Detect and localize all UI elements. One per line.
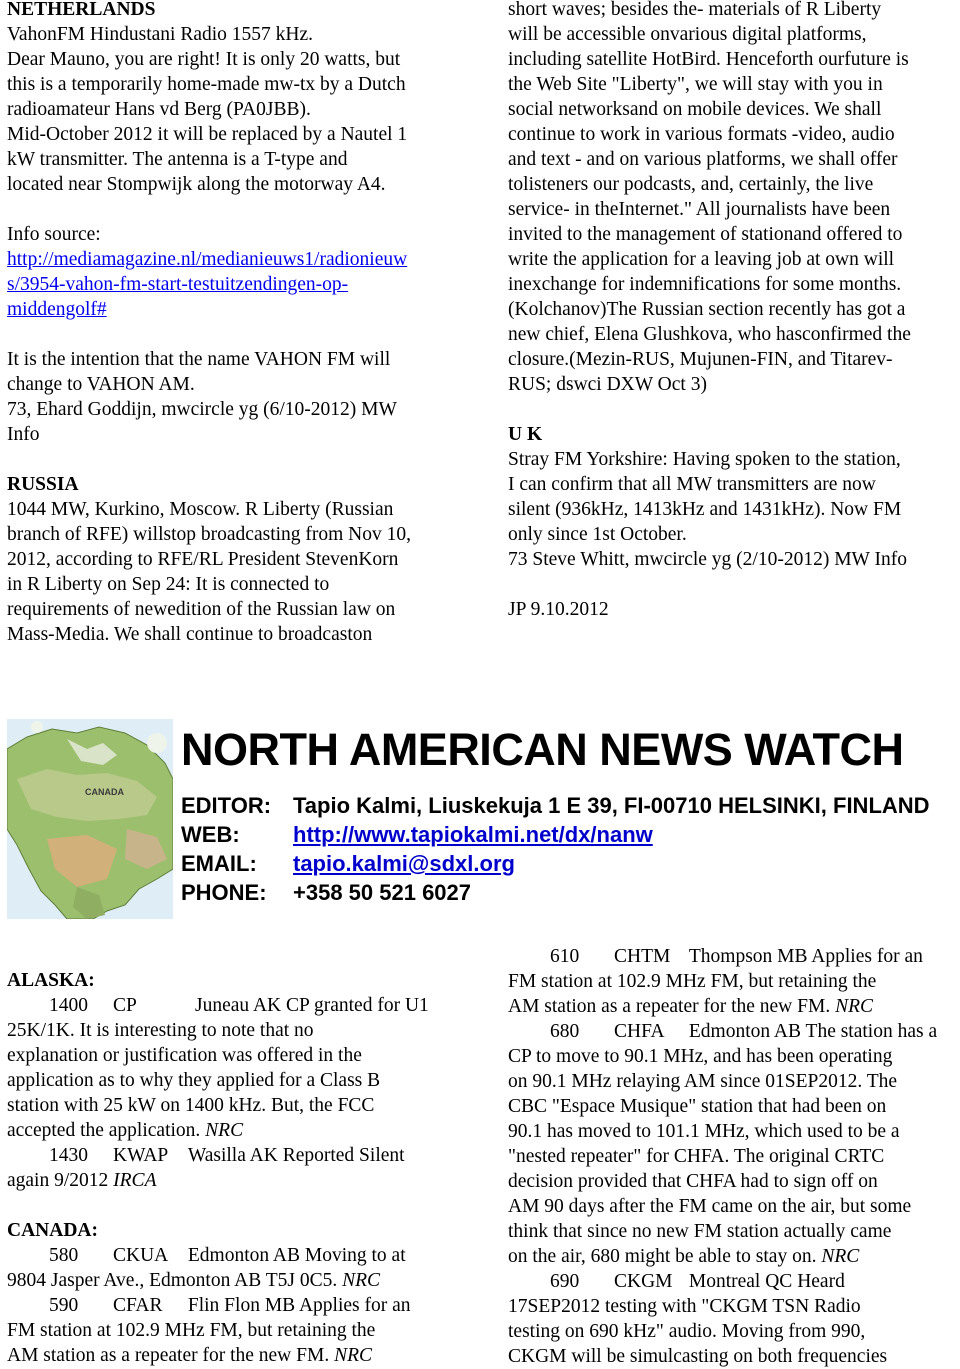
record-row [508,1019,960,1044]
russia-cont-line: RUS; dswci DXW Oct 3) [508,374,707,395]
record-row [7,1293,459,1318]
record-line: explanation or justification was offered in the [7,1045,362,1066]
intention-line: It is the intention that the name VAHON FM will [7,349,391,370]
record-text: AM station as a repeater for the new FM. [508,996,831,1017]
frequency: 1430 [49,1145,88,1166]
left-column-top [7,0,459,647]
nl-line: radioamateur Hans vd Berg (PA0JBB). [7,99,311,120]
record-line: application as to why they applied for a Class B [7,1070,381,1091]
russia-cont-line: social networksand on mobile devices. We shall [508,99,882,120]
callsign: CP [113,995,137,1016]
callsign: CHTM [614,946,671,967]
info-source-link[interactable]: http://mediamagazine.nl/medianieuws1/radionieuw [7,249,408,270]
russia-cont-line: and text - and on various platforms, we shall offer [508,149,898,170]
record-row [7,1143,459,1168]
record-line: decision provided that CHFA had to sign off on [508,1171,878,1192]
record-line: testing on 690 kHz" audio. Moving from 990, [508,1321,866,1342]
record-text: Edmonton AB Moving to at [187,1245,406,1266]
web-row [181,822,653,848]
russia-cont-line: continue to work in various formats -video, audio [508,124,895,145]
russia-cont-line: the Web Site "Liberty", we will stay with you in [508,74,883,95]
right-column-bottom [508,944,960,1369]
frequency: 590 [49,1295,79,1316]
record-line: "nested repeater" for CHFA. The original CRTC [508,1146,885,1167]
russia-line: in R Liberty on Sep 24: It is connected to [7,574,330,595]
callsign: CKUA [113,1245,169,1266]
russia-line: Mass-Media. We shall continue to broadcaston [7,624,373,645]
info-source-link[interactable]: middengolf# [7,299,107,320]
phone-label: PHONE: [181,880,267,905]
uk-line: Stray FM Yorkshire: Having spoken to the station, [508,449,901,470]
russia-cont-line: write the application for a leaving job at own will [508,249,895,270]
record-text: Thompson MB Applies for an [688,946,923,967]
russia-cont-line: closure.(Mezin-RUS, Mujunen-FIN, and Titarev- [508,349,893,370]
record-text: Flin Flon MB Applies for an [187,1295,411,1316]
record-text: Juneau AK CP granted for U1 [195,995,429,1016]
canada-heading: CANADA: [7,1220,98,1241]
callsign: CFAR [113,1295,163,1316]
record-line [7,1343,459,1368]
nl-line: Dear Mauno, you are right! It is only 20 watts, but [7,49,401,70]
web-link[interactable]: http://www.tapiokalmi.net/dx/nanw [293,822,653,847]
jp-date: JP 9.10.2012 [508,599,609,620]
phone-row [181,880,471,906]
record-row [508,944,960,969]
editor-value: Tapio Kalmi, Liuskekuja 1 E 39, FI-00710 HELSINKI, FINLAND [293,793,930,818]
record-line: 17SEP2012 testing with "CKGM TSN Radio [508,1296,861,1317]
russia-cont-line: short waves; besides the- materials of R Liberty [508,0,882,20]
nl-line: located near Stompwijk along the motorway A4. [7,174,386,195]
record-line: CP to move to 90.1 MHz, and has been operating [508,1046,893,1067]
left-column-bottom [7,944,459,1368]
record-row [7,993,459,1018]
editor-row [181,793,930,819]
netherlands-heading: NETHERLANDS [7,0,156,20]
email-label: EMAIL: [181,851,257,876]
record-line [508,1244,960,1269]
russia-cont-line: will be accessible onvarious digital platforms, [508,24,867,45]
source-tag: NRC [205,1120,244,1141]
web-label: WEB: [181,822,240,847]
source-tag: NRC [342,1270,381,1291]
source-tag: NRC [334,1345,373,1366]
banner-title: NORTH AMERICAN NEWS WATCH [181,724,904,775]
source-tag: NRC [835,996,874,1017]
info-source-link[interactable]: s/3954-vahon-fm-start-testuitzendingen-op- [7,274,349,295]
north-america-map-icon [7,719,173,919]
russia-line: 2012, according to RFE/RL President StevenKorn [7,549,399,570]
source-tag: IRCA [113,1170,157,1191]
record-text: Wasilla AK Reported Silent [187,1145,405,1166]
nanw-banner [7,719,953,919]
record-text: AM station as a repeater for the new FM. [7,1345,330,1366]
russia-cont-line: new chief, Elena Glushkova, who hasconfirmed the [508,324,911,345]
phone-value: +358 50 521 6027 [293,880,472,905]
record-text: 9804 Jasper Ave., Edmonton AB T5J 0C5. [7,1270,338,1291]
email-link[interactable]: tapio.kalmi@sdxl.org [293,851,515,876]
russia-cont-line: tolisteners our podcasts, and, certainly, the live [508,174,874,195]
alaska-heading: ALASKA: [7,970,95,991]
record-line: 90.1 has moved to 101.1 MHz, which used to be a [508,1121,900,1142]
map-label: CANADA [85,787,124,797]
uk-line: I can confirm that all MW transmitters are now [508,474,876,495]
editor-label: EDITOR: [181,793,272,818]
callsign: CKGM [614,1271,673,1292]
russia-cont-line: service- in theInternet." All journalists have been [508,199,891,220]
uk-line: 73 Steve Whitt, mwcircle yg (2/10-2012) MW Info [508,549,907,570]
frequency: 690 [550,1271,580,1292]
record-text: Edmonton AB The station has a [688,1021,938,1042]
nl-line: Mid-October 2012 it will be replaced by a Nautel 1 [7,124,408,145]
info-source-label: Info source: [7,224,101,245]
intention-line: change to VAHON AM. [7,374,195,395]
nl-line: kW transmitter. The antenna is a T-type and [7,149,348,170]
record-line: FM station at 102.9 MHz FM, but retaining the [508,971,877,992]
frequency: 680 [550,1021,580,1042]
record-line: CBC "Espace Musique" station that had been on [508,1096,887,1117]
frequency: 1400 [49,995,88,1016]
record-text: accepted the application. [7,1120,201,1141]
frequency: 610 [550,946,580,967]
record-text: again 9/2012 [7,1170,109,1191]
frequency: 580 [49,1245,79,1266]
record-row [508,1269,960,1294]
record-line: CKGM will be simulcasting on both frequencies [508,1346,888,1367]
russia-cont-line: (Kolchanov)The Russian section recently has got a [508,299,906,320]
record-text: Montreal QC Heard [688,1271,845,1292]
record-row [7,1243,459,1268]
record-text: on the air, 680 might be able to stay on. [508,1246,817,1267]
uk-line: silent (936kHz, 1413kHz and 1431kHz). Now FM [508,499,902,520]
russia-cont-line: invited to the management of stationand offered to [508,224,903,245]
signoff-line: Info [7,424,40,445]
russia-line: 1044 MW, Kurkino, Moscow. R Liberty (Russian [7,499,394,520]
callsign: CHFA [614,1021,665,1042]
record-line [508,994,960,1019]
russia-line: branch of RFE) willstop broadcasting from Nov 10, [7,524,412,545]
record-line: on 90.1 MHz relaying AM since 01SEP2012. The [508,1071,898,1092]
record-line: FM station at 102.9 MHz FM, but retaining the [7,1320,376,1341]
signoff-line: 73, Ehard Goddijn, mwcircle yg (6/10-2012) MW [7,399,397,420]
nl-line: VahonFM Hindustani Radio 1557 kHz. [7,24,314,45]
right-column-top [508,0,960,622]
record-line [7,1268,459,1293]
russia-heading: RUSSIA [7,474,79,495]
record-line: AM 90 days after the FM came on the air, but some [508,1196,912,1217]
record-line: station with 25 kW on 1400 kHz. But, the FCC [7,1095,375,1116]
record-line: 25K/1K. It is interesting to note that no [7,1020,314,1041]
nl-line: this is a temporarily home-made mw-tx by a Dutch [7,74,406,95]
callsign: KWAP [113,1145,169,1166]
uk-heading: U K [508,424,543,445]
russia-line: requirements of newedition of the Russian law on [7,599,396,620]
uk-line: only since 1st October. [508,524,687,545]
russia-cont-line: including satellite HotBird. Henceforth ourfuture is [508,49,909,70]
record-line: think that since no new FM station actually came [508,1221,892,1242]
russia-cont-line: inexchange for indemnifications for some months. [508,274,902,295]
source-tag: NRC [821,1246,860,1267]
record-line [7,1168,459,1193]
email-row [181,851,515,877]
record-line [7,1118,459,1143]
